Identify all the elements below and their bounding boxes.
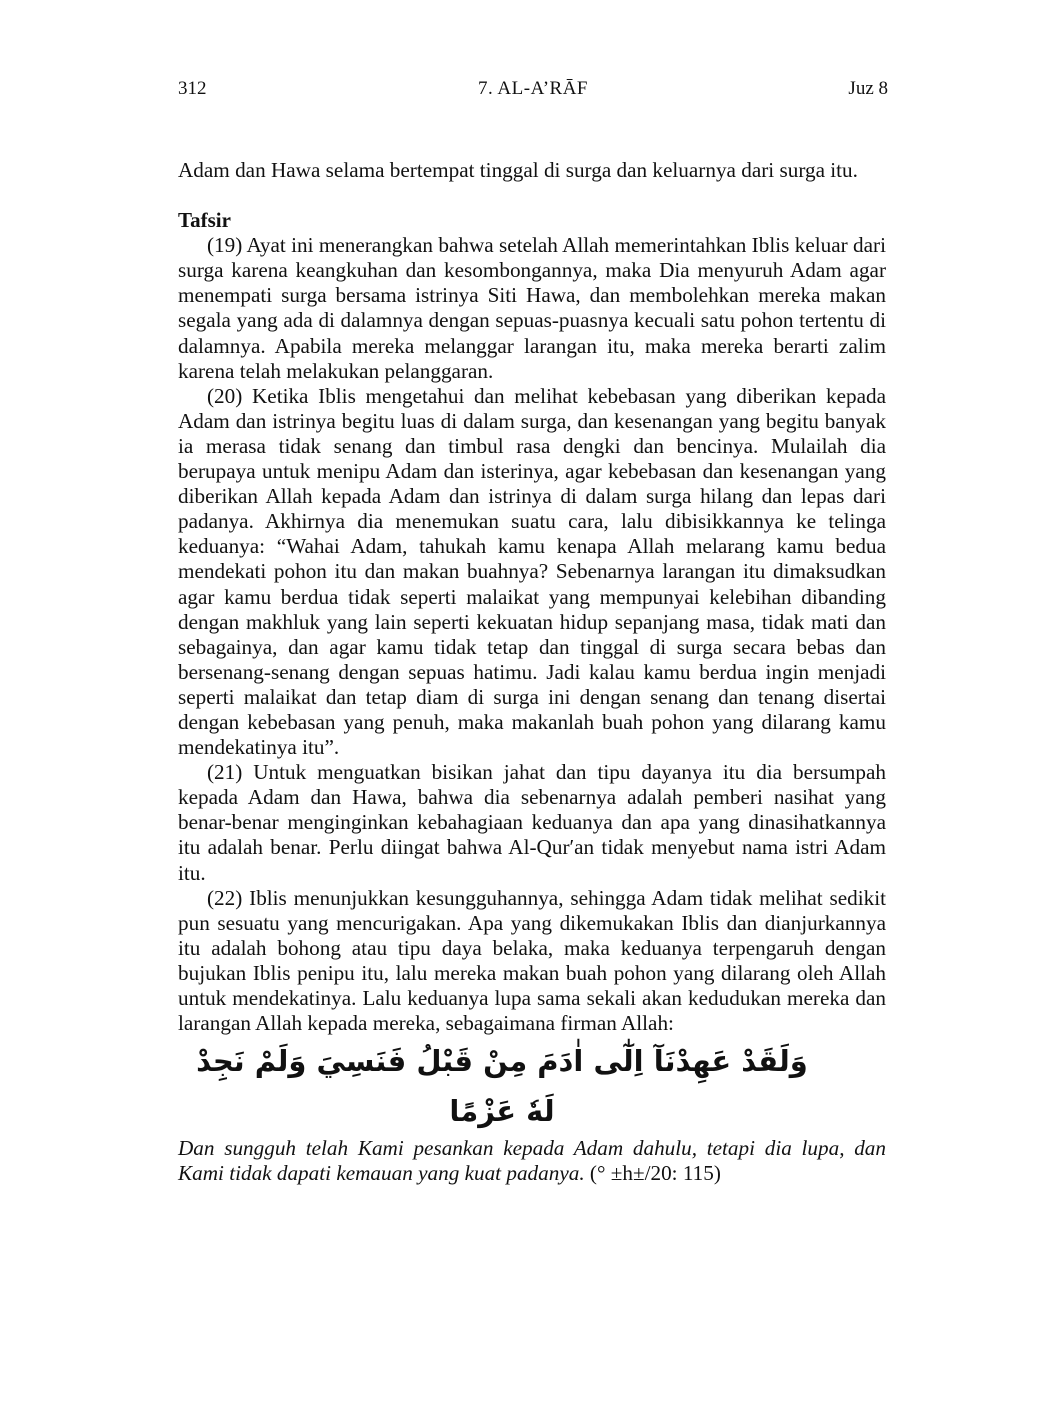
verse-reference: (° ±h±/20: 115) bbox=[589, 1161, 721, 1186]
page-number: 312 bbox=[178, 78, 207, 99]
page-header bbox=[178, 78, 888, 104]
paragraph-19: (19) Ayat ini menerangkan bahwa setelah Allah memerintahkan Iblis keluar dari surga karena keangkuhan dan kesombongannya, maka Dia menyuruh Adam agar menempati surga bersama istrinya Siti Hawa, dan membolehkan mereka makan segala yang ada di dalamnya dengan sepuas-puasnya kecuali satu pohon tertentu di dalamnya. Apabila mereka melanggar larangan itu, maka mereka berarti zalim karena telah melakukan pelanggaran. bbox=[178, 233, 886, 383]
paragraph-22: (22) Iblis menunjukkan kesungguhannya, sehingga Adam tidak melihat sedikit pun sesuatu yang mencurigakan. Apa yang dikemukakan Iblis dan dianjurkannya itu adalah bohong atau tipu daya belaka, maka keduanya terpengaruh dengan bujukan Iblis penipu itu, lalu mereka makan buah pohon yang dilarang oleh Allah untuk mendekatinya. Lalu keduanya lupa sama sekali akan kedudukan mereka dan larangan Allah kepada mereka, sebagaimana firman Allah: bbox=[178, 885, 886, 1036]
juz-label: Juz 8 bbox=[848, 78, 888, 99]
arabic-verse: وَلَقَدْ عَهِدْنَآ اِلٰٓى اٰدَمَ مِنْ قَبْلُ فَنَسِيَ وَلَمْ نَجِدْ لَهٗ عَزْمًا bbox=[196, 1044, 808, 1129]
chapter-title: 7. AL-A’RĀF bbox=[477, 78, 588, 99]
paragraph-20: (20) Ketika Iblis mengetahui dan melihat kebebasan yang diberikan kepada Adam dan istrinya begitu luas di dalam surga, dan kesenangan yang begitu banyak ia merasa tidak senang dan timbul rasa dengki dan bencinya. Mulailah dia berupaya untuk menipu Adam dan isterinya, agar kebebasan dan kesenangan yang diberikan Allah kepada Adam dan istrinya di dalam surga hilang dan lepas dari padanya. Akhirnya dia menemukan suatu cara, lalu dibisikkannya ke telinga keduanya: “Wahai Adam, tahukah kamu kenapa Allah melarang kamu bedua mendekati pohon itu dan makan buahnya? Sebenarnya larangan itu dimaksudkan agar kamu berdua tidak seperti malaikat yang mempunyai kelebihan dibanding dengan makhluk yang lain seperti kekuatan hidup sepanjang masa, tidak mati dan sebagainya, dan agar kamu tidak tetap dan tinggal di surga secara bebas dan bersenang-senang dengan sepuas hatimu. Jadi kalau kamu berdua ingin menjadi seperti malaikat dan tetap diam di surga ini dengan senang dan tenang disertai dengan kebebasan yang penuh, maka makanlah buah pohon yang dilarang kamu mendekatinya itu”. bbox=[178, 383, 886, 760]
section-heading: Tafsir bbox=[178, 208, 231, 233]
page-body bbox=[178, 158, 886, 1186]
verse-translation bbox=[178, 1136, 886, 1186]
paragraph-21: (21) Untuk menguatkan bisikan jahat dan tipu dayanya itu dia bersumpah kepada Adam dan Hawa, bahwa dia sebenarnya adalah pemberi nasihat yang benar-benar menginginkan kebahagiaan keduanya dan apa yang dinasihatkannya itu adalah benar. Perlu diingat bahwa Al-Qur′an tidak menyebut nama istri Adam itu. bbox=[178, 760, 886, 885]
intro-paragraph: Adam dan Hawa selama bertempat tinggal di surga dan keluarnya dari surga itu. bbox=[178, 158, 858, 182]
translation-text: Dan sungguh telah Kami pesankan kepada Adam dahulu, tetapi dia lupa, dan Kami tidak dapati kemauan yang kuat padanya. bbox=[178, 1136, 886, 1186]
